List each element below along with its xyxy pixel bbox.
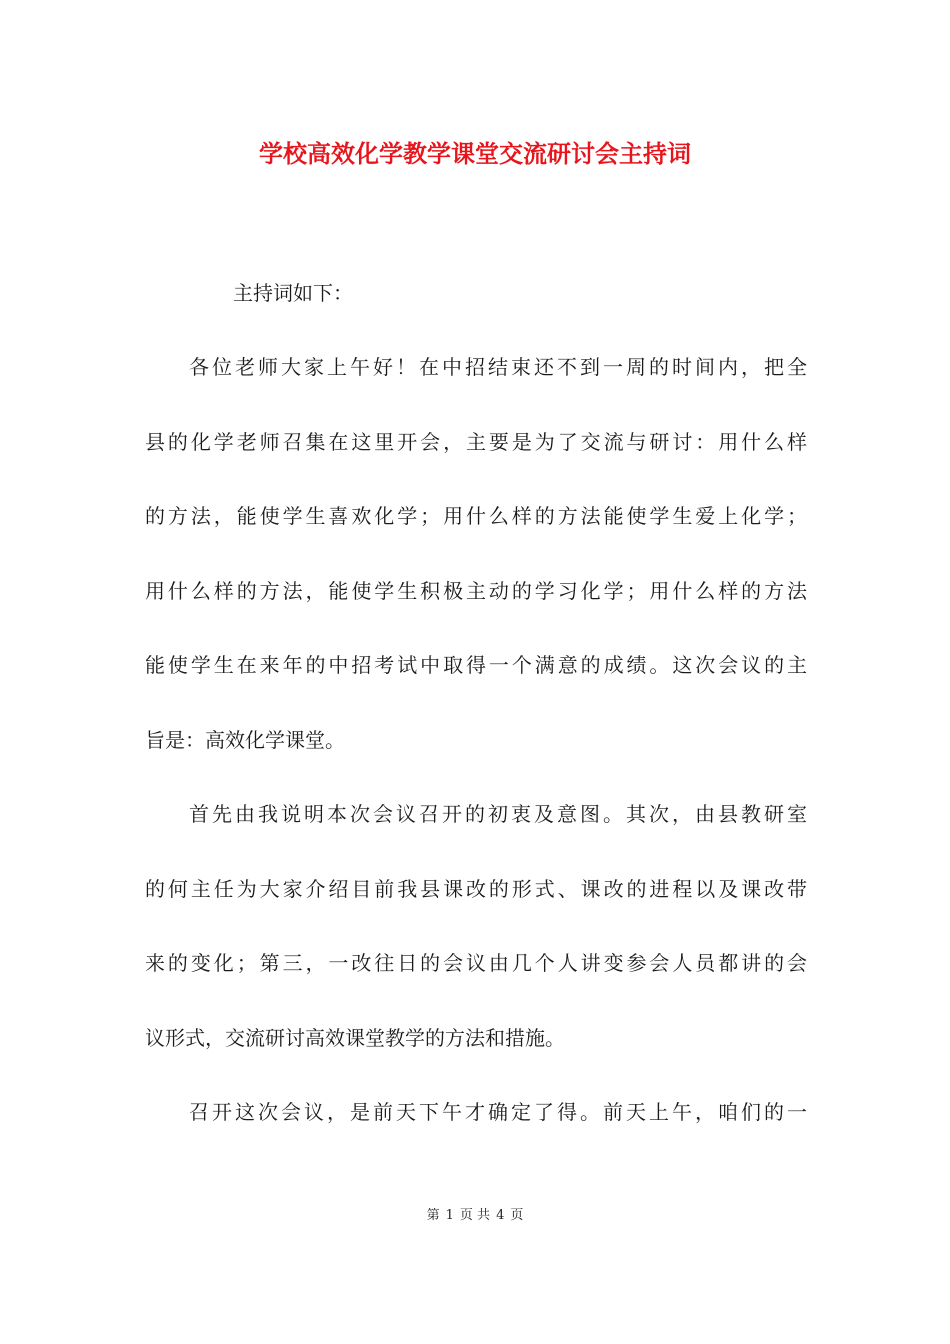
footer-suffix: 页 (510, 1208, 524, 1223)
paragraph-line: 用什么样的方法，能使学生积极主动的学习化学；用什么样的方法 (145, 578, 807, 603)
footer-total-pages: 4 (496, 1208, 505, 1223)
paragraph-line: 首先由我说明本次会议召开的初衷及意图。其次，由县教研室 (189, 802, 807, 826)
footer-page-number: 1 (445, 1208, 454, 1223)
paragraph-line: 来的变化；第三，一改往日的会议由几个人讲变参会人员都讲的会 (145, 951, 807, 975)
paragraph-line: 的方法，能使学生喜欢化学；用什么样的方法能使学生爱上化学； (145, 504, 807, 528)
paragraph-line: 召开这次会议，是前天下午才确定了得。前天上午，咱们的一 (189, 1100, 807, 1124)
paragraph-line: 县的化学老师召集在这里开会，主要是为了交流与研讨：用什么样 (145, 429, 807, 454)
paragraph-2 (145, 777, 807, 1075)
document-title: 学校高效化学教学课堂交流研讨会主持词 (259, 139, 691, 168)
paragraph-1 (145, 330, 807, 777)
footer-middle: 页 共 (459, 1208, 491, 1223)
paragraph-line: 各位老师大家上午好！在中招结束还不到一周的时间内，把全 (189, 355, 807, 379)
paragraph-line: 能使学生在来年的中招考试中取得一个满意的成绩。这次会议的主 (145, 653, 807, 677)
intro-line: 主持词如下： (233, 281, 353, 305)
footer-prefix: 第 (426, 1208, 440, 1223)
paragraph-line: 议形式，交流研讨高效课堂教学的方法和措施。 (145, 1025, 565, 1050)
paragraph-3 (145, 1075, 807, 1150)
paragraph-line: 旨是：高效化学课堂。 (145, 727, 345, 752)
paragraph-line: 的何主任为大家介绍目前我县课改的形式、课改的进程以及课改带 (145, 876, 807, 901)
page-footer (0, 1206, 950, 1226)
